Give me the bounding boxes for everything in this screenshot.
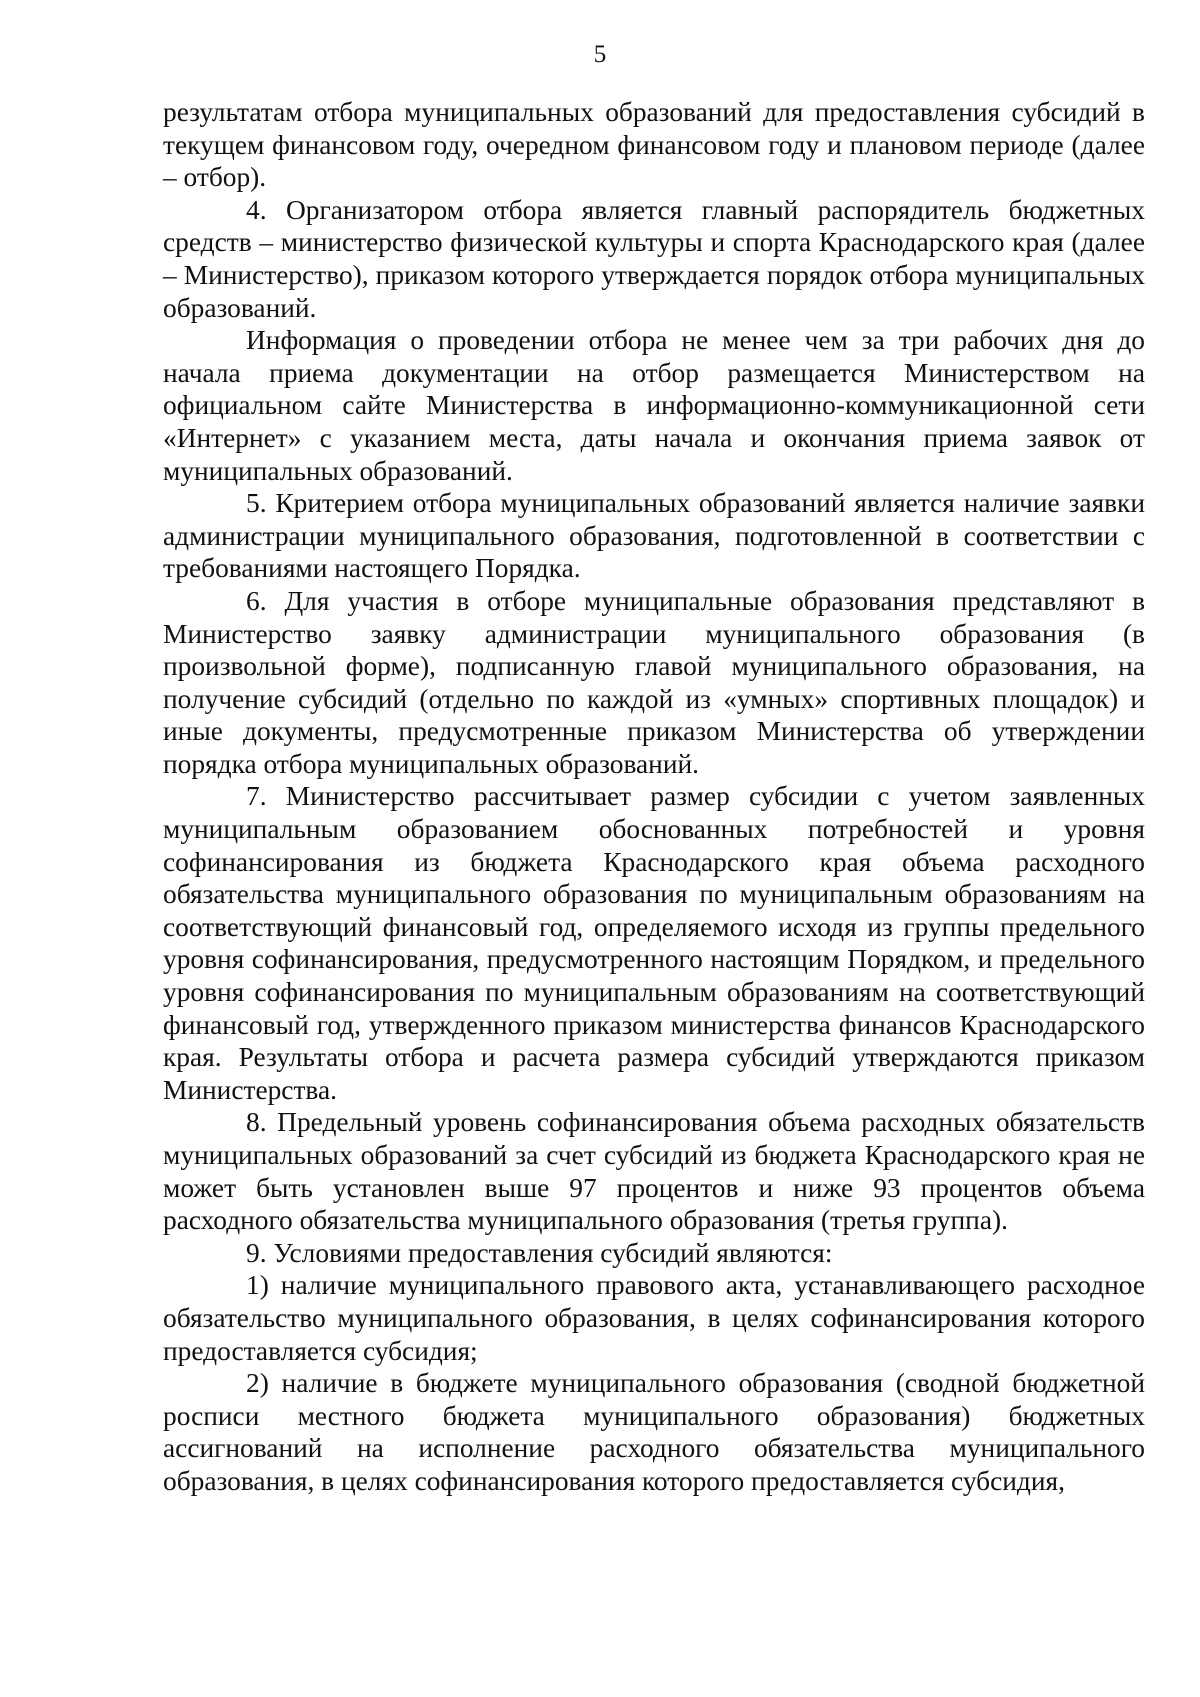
paragraph-item-9-2: 2) наличие в бюджете муниципального образования (сводной бюджетной росписи местного бюджета муниципального образования) бюджетных ассигнований на исполнение расходного обязательства муниципального образования, в целях софинансирования которого предоставляется субсидия, bbox=[163, 1368, 1145, 1496]
paragraph-item-4: 4. Организатором отбора является главный распорядитель бюджетных средств – министерство физической культуры и спорта Краснодарского края (далее – Министерство), приказом которого утверждается порядок отбора муниципальных образований. bbox=[163, 194, 1145, 323]
paragraph-selection-info: Информация о проведении отбора не менее чем за три рабочих дня до начала приема документации на отбор размещается Министерством на официальном сайте Министерства в информационно-коммуникационной сети «Интернет» с указанием места, даты начала и окончания приема заявок от муниципальных образований. bbox=[163, 325, 1145, 486]
page-number: 5 bbox=[593, 41, 607, 68]
paragraph-item-6: 6. Для участия в отборе муниципальные образования представляют в Министерство заявку администрации муниципального образования (в произвольной форме), подписанную главой муниципального образования, на получение субсидий (отдельно по каждой из «умных» спортивных площадок) и иные документы, предусмотренные приказом Министерства об утверждении порядка отбора муниципальных образований. bbox=[163, 585, 1145, 779]
paragraph-continuation: результатам отбора муниципальных образований для предоставления субсидий в текущем финансовом году, очередном финансовом году и плановом периоде (далее – отбор). bbox=[163, 97, 1145, 193]
paragraph-item-7: 7. Министерство рассчитывает размер субсидии с учетом заявленных муниципальным образованием обоснованных потребностей и уровня софинансирования из бюджета Краснодарского края объема расходного обязательства муниципального образования по муниципальным образованиям на соответствующий финансовый год, определяемого исходя из группы предельного уровня софинансирования, предусмотренного настоящим Порядком, и предельного уровня софинансирования по муниципальным образованиям на соответствующий финансовый год, утвержденного приказом министерства финансов Краснодарского края. Результаты отбора и расчета размера субсидий утверждаются приказом Министерства. bbox=[163, 781, 1145, 1105]
paragraph-item-9-1: 1) наличие муниципального правового акта, устанавливающего расходное обязательство муниципального образования, в целях софинансирования которого предоставляется субсидия; bbox=[163, 1270, 1145, 1366]
paragraph-item-8: 8. Предельный уровень софинансирования объема расходных обязательств муниципальных образований за счет субсидий из бюджета Краснодарского края не может быть установлен выше 97 процентов и ниже 93 процентов объема расходного обязательства муниципального образования (третья группа). bbox=[163, 1107, 1145, 1236]
document-body bbox=[163, 96, 1145, 1498]
paragraph-item-5: 5. Критерием отбора муниципальных образований является наличие заявки администрации муниципального образования, подготовленной в соответствии с требованиями настоящего Порядка. bbox=[163, 488, 1145, 584]
paragraph-item-9: 9. Условиями предоставления субсидий являются: bbox=[246, 1237, 833, 1268]
